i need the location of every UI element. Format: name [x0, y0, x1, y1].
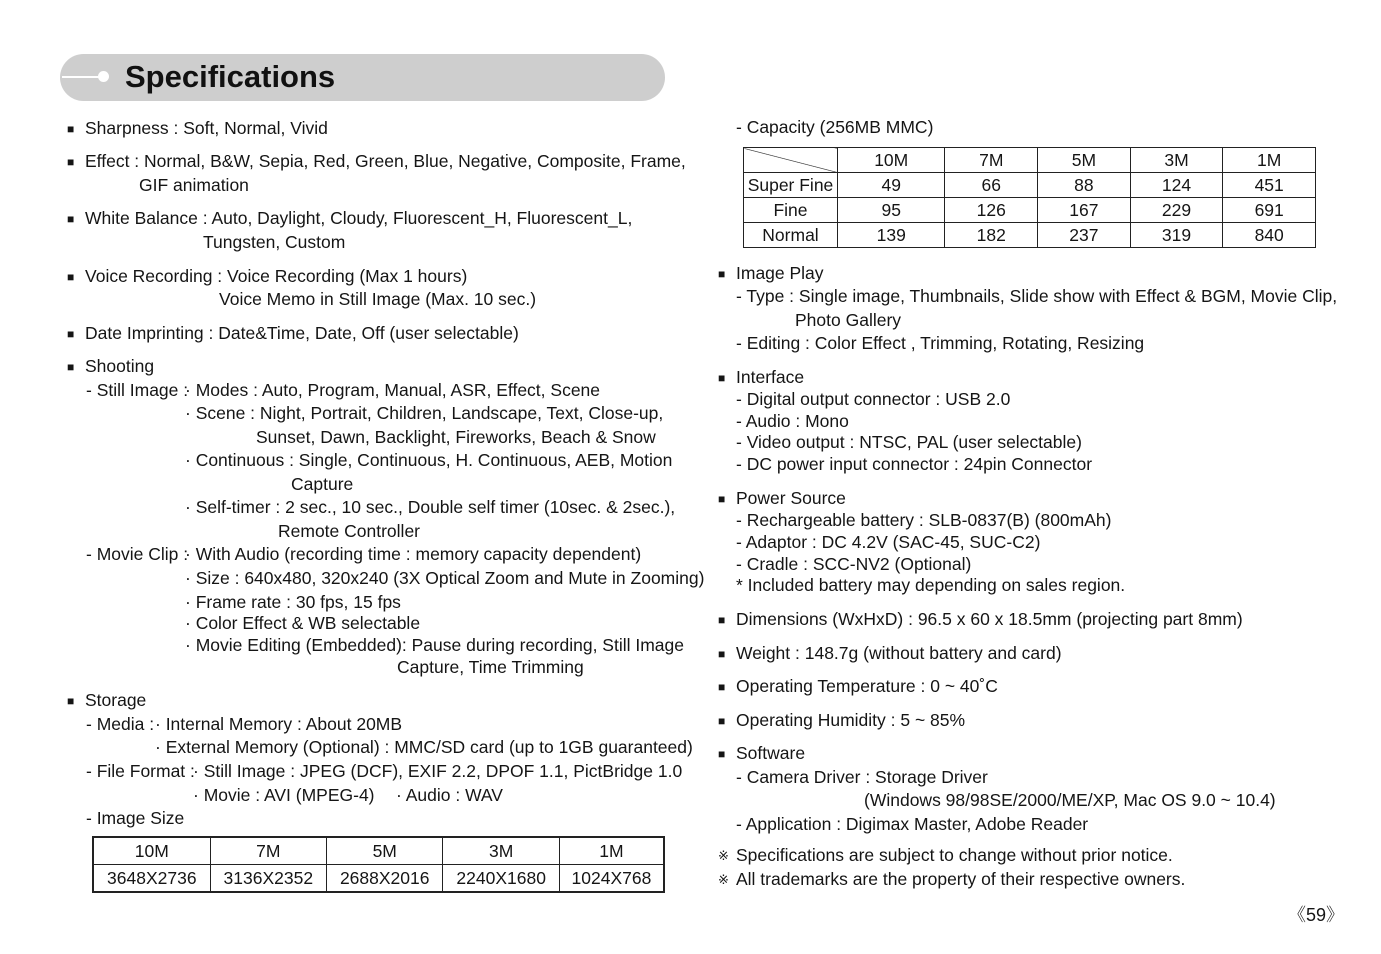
shooting-still-line: · Modes : Auto, Program, Manual, ASR, Effect, Scene — [185, 380, 601, 400]
image-play-line: - Type : Single image, Thumbnails, Slide show with Effect & BGM, Movie Clip, — [736, 286, 1338, 306]
table-cell: 237 — [1038, 223, 1131, 248]
storage-media-line: · External Memory (Optional) : MMC/SD card (up to 1GB guaranteed) — [155, 737, 693, 757]
header-dot-decoration — [98, 71, 109, 82]
interface-line: - Audio : Mono — [736, 411, 849, 431]
spec-effect-cont: GIF animation — [139, 175, 249, 195]
spec-white-balance-cont: Tungsten, Custom — [203, 232, 346, 252]
spec-power-source-heading: ■ Power Source — [736, 488, 846, 508]
shooting-movie-line: · Movie Editing (Embedded): Pause during recording, Still Image — [185, 635, 684, 655]
table-cell: 66 — [945, 173, 1038, 198]
table-cell: 3648X2736 — [93, 865, 210, 893]
table-row — [744, 198, 1316, 223]
note-trademarks: ※ All trademarks are the property of their respective owners. — [736, 869, 1185, 889]
shooting-still-line: · Scene : Night, Portrait, Children, Landscape, Text, Close-up, — [185, 403, 664, 423]
shooting-still-line: · Self-timer : 2 sec., 10 sec., Double self timer (10sec. & 2sec.), — [185, 497, 676, 517]
storage-format-line: · Audio : WAV — [396, 785, 503, 805]
spec-voice-recording-cont: Voice Memo in Still Image (Max. 10 sec.) — [219, 289, 537, 309]
storage-media-label: - Media : — [86, 714, 155, 734]
table-row-label: Super Fine — [744, 173, 838, 198]
power-source-line: - Rechargeable battery : SLB-0837(B) (800mAh) — [736, 510, 1112, 530]
capacity-table — [743, 147, 1316, 248]
table-cell: 2240X1680 — [443, 865, 559, 893]
spec-image-play-heading: ■ Image Play — [736, 263, 824, 283]
table-header-cell: 1M — [1223, 148, 1316, 173]
table-header-cell: 7M — [945, 148, 1038, 173]
table-cell: 167 — [1038, 198, 1131, 223]
table-cell: 95 — [838, 198, 945, 223]
shooting-movie-line: · Color Effect & WB selectable — [185, 613, 421, 633]
table-cell: 1024X768 — [559, 865, 664, 893]
spec-interface-heading: ■ Interface — [736, 367, 804, 387]
storage-format-label: - File Format : — [86, 761, 195, 781]
spec-shooting-heading: ■ Shooting — [85, 356, 154, 376]
spec-white-balance: ■ White Balance : Auto, Daylight, Cloudy, Fluorescent_H, Fluorescent_L, — [85, 208, 632, 228]
table-row — [744, 148, 1316, 173]
image-play-line: - Editing : Color Effect , Trimming, Rotating, Resizing — [736, 333, 1145, 353]
shooting-still-line: · Continuous : Single, Continuous, H. Continuous, AEB, Motion — [185, 450, 673, 470]
image-play-line: Photo Gallery — [795, 310, 902, 330]
shooting-movie-line: Capture, Time Trimming — [397, 657, 584, 677]
table-cell: 3136X2352 — [210, 865, 326, 893]
table-cell: 2688X2016 — [327, 865, 443, 893]
shooting-movie-line: · Size : 640x480, 320x240 (3X Optical Zoom and Mute in Zooming) — [185, 568, 705, 588]
table-row-label: Normal — [744, 223, 838, 248]
spec-weight: ■ Weight : 148.7g (without battery and card) — [736, 643, 1062, 663]
spec-dimensions: ■ Dimensions (WxHxD) : 96.5 x 60 x 18.5mm (projecting part 8mm) — [736, 609, 1243, 629]
table-header-cell: 7M — [210, 837, 326, 865]
image-size-table — [92, 836, 665, 893]
table-row-label: Fine — [744, 198, 838, 223]
interface-line: - Video output : NTSC, PAL (user selectable) — [736, 432, 1082, 452]
software-line: - Camera Driver : Storage Driver — [736, 767, 988, 787]
table-header-cell: 3M — [443, 837, 559, 865]
storage-media-line: · Internal Memory : About 20MB — [155, 714, 403, 734]
table-cell: 124 — [1130, 173, 1223, 198]
storage-format-line: · Movie : AVI (MPEG-4) — [193, 785, 375, 805]
shooting-still-line: Capture — [291, 474, 354, 494]
shooting-still-line: Sunset, Dawn, Backlight, Fireworks, Beach & Snow — [256, 427, 656, 447]
shooting-movie-line: · Frame rate : 30 fps, 15 fps — [185, 592, 401, 612]
page-number: 《59》 — [1288, 905, 1345, 925]
table-cell: 229 — [1130, 198, 1223, 223]
table-row — [93, 865, 664, 893]
table-header-cell: 10M — [838, 148, 945, 173]
shooting-still-label: - Still Image : — [86, 380, 189, 400]
table-row — [744, 223, 1316, 248]
table-cell: 691 — [1223, 198, 1316, 223]
spec-sharpness: ■ Sharpness : Soft, Normal, Vivid — [85, 118, 328, 138]
table-cell: 840 — [1223, 223, 1316, 248]
table-cell: 319 — [1130, 223, 1223, 248]
table-header-cell: 5M — [327, 837, 443, 865]
table-cell: 139 — [838, 223, 945, 248]
spec-storage-heading: ■ Storage — [85, 690, 146, 710]
power-source-line: - Adaptor : DC 4.2V (SAC-45, SUC-C2) — [736, 532, 1041, 552]
note-specifications-change: ※ Specifications are subject to change without prior notice. — [736, 845, 1173, 865]
spec-operating-humidity: ■ Operating Humidity : 5 ~ 85% — [736, 710, 965, 730]
shooting-still-line: Remote Controller — [278, 521, 420, 541]
software-line: - Application : Digimax Master, Adobe Reader — [736, 814, 1089, 834]
table-header-cell: 1M — [559, 837, 664, 865]
table-cell: 49 — [838, 173, 945, 198]
capacity-label: - Capacity (256MB MMC) — [736, 117, 934, 137]
table-cell: 126 — [945, 198, 1038, 223]
spec-software-heading: ■ Software — [736, 743, 805, 763]
spec-date-imprinting: ■ Date Imprinting : Date&Time, Date, Off (user selectable) — [85, 323, 519, 343]
shooting-movie-label: - Movie Clip : — [86, 544, 189, 564]
shooting-movie-line: · With Audio (recording time : memory capacity dependent) — [185, 544, 642, 564]
table-row — [93, 837, 664, 865]
spec-voice-recording: ■ Voice Recording : Voice Recording (Max 1 hours) — [85, 266, 467, 286]
table-cell: 451 — [1223, 173, 1316, 198]
table-corner-cell — [744, 148, 838, 173]
table-header-cell: 10M — [93, 837, 210, 865]
spec-operating-temperature: ■ Operating Temperature : 0 ~ 40˚C — [736, 676, 998, 696]
power-source-line: * Included battery may depending on sales region. — [736, 575, 1126, 595]
power-source-line: - Cradle : SCC-NV2 (Optional) — [736, 554, 972, 574]
software-line: (Windows 98/98SE/2000/ME/XP, Mac OS 9.0 ~ 10.4) — [864, 790, 1276, 810]
interface-line: - Digital output connector : USB 2.0 — [736, 389, 1011, 409]
table-cell: 182 — [945, 223, 1038, 248]
table-header-cell: 5M — [1038, 148, 1131, 173]
page-title: Specifications — [125, 59, 336, 94]
table-cell: 88 — [1038, 173, 1131, 198]
table-row — [744, 173, 1316, 198]
storage-image-size-label: - Image Size — [86, 808, 185, 828]
interface-line: - DC power input connector : 24pin Connector — [736, 454, 1093, 474]
table-header-cell: 3M — [1130, 148, 1223, 173]
storage-format-line: · Still Image : JPEG (DCF), EXIF 2.2, DPOF 1.1, PictBridge 1.0 — [193, 761, 683, 781]
spec-effect: ■ Effect : Normal, B&W, Sepia, Red, Green, Blue, Negative, Composite, Frame, — [85, 151, 686, 171]
